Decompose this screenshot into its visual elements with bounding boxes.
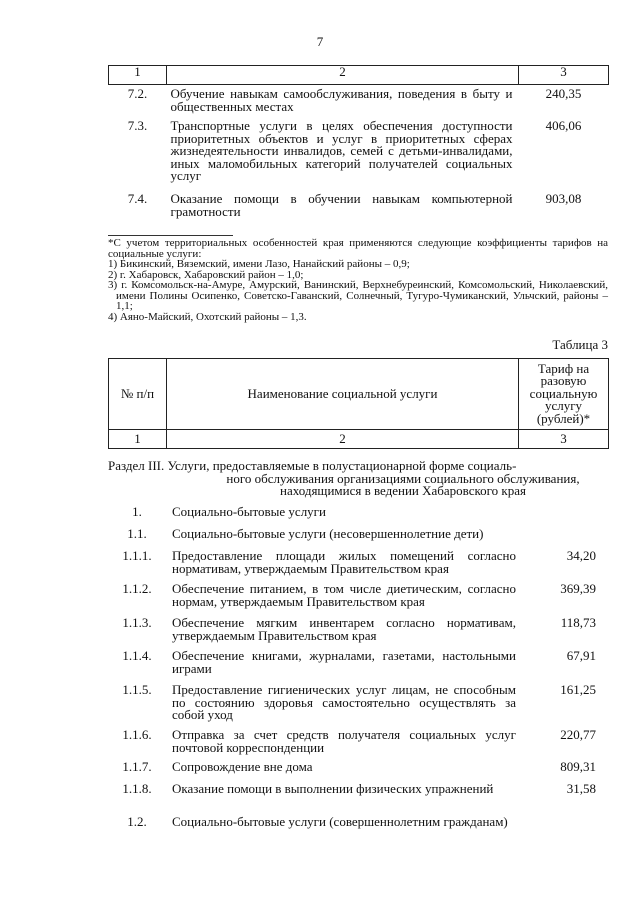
service-name: Социально-бытовые услуги (совершеннолетним гражданам) [172,814,508,829]
column-number-3: 3 [519,430,609,449]
row-number: 1.1.5. [122,682,152,697]
table-row [109,85,609,118]
footnote-item: 4) Аяно-Майский, Охотский районы – 1,3. [108,310,307,323]
column-number-2: 2 [167,66,519,85]
service-name: Сопровождение вне дома [172,759,313,774]
page-number: 7 [316,34,324,49]
service-name: Транспортные услуги в целях обеспечения доступности приоритетных объектов и услуг в приоритетных сферах жизнедеятельности инвалидов, семей с детьми-инвалидами, иных маломобильных категорий получателей социальных услуг [170,118,513,183]
service-name: Социально-бытовые услуги (несовершеннолетние дети) [172,526,484,541]
tariff-value: 220,77 [560,727,596,742]
service-name: Предоставление гигиенических услуг лицам, не способным по состоянию здоровья самостоятельно осуществлять за собой уход [172,682,516,722]
row-number: 1.1.8. [122,781,152,796]
row-number: 1.1.7. [122,759,152,774]
tariff-value: 369,39 [560,581,596,596]
row-number: 1.1.4. [122,648,152,663]
tariff-value: 34,20 [566,548,596,563]
service-name: Обеспечение мягким инвентарем согласно нормативам, утверждаемым Правительством края [172,615,516,643]
table-row [109,117,609,190]
tariff-value: 406,06 [545,118,582,133]
table-row [109,190,609,223]
column-number-3: 3 [519,66,609,85]
row-number: 1.2. [127,814,147,829]
row-number: 7.4. [127,191,148,206]
section-title-line: находящимися в ведении Хабаровского края [279,483,526,498]
footnote-item: 2) г. Хабаровск, Хабаровский район – 1,0; [108,268,304,281]
row-number: 1.1.3. [122,615,152,630]
header-service-name: Наименование социальной услуги [167,359,519,430]
section-label: Раздел III. [108,458,165,473]
service-name: Предоставление площади жилых помещений согласно нормативам, утверждаемым Правительством края [172,548,516,576]
section-heading [108,460,608,498]
tariff-value: 240,35 [545,86,582,101]
header-number: № п/п [109,359,167,430]
tariff-value: 67,91 [566,648,596,663]
service-name: Оказание помощи в выполнении физических упражнений [172,781,494,796]
column-numbers-row [109,430,609,449]
continuation-table [108,65,609,223]
service-name: Обеспечение книгами, журналами, газетами, настольными играми [172,648,516,676]
table-3-header [108,358,609,449]
tariff-value: 31,58 [566,781,596,796]
row-number: 1.1.2. [122,581,152,596]
footnote-item: 3) г. Комсомольск-на-Амуре, Амурский, Ванинский, Верхнебуреинский, Комсомольский, Николаевский, имени Полины Осипенко, Советско-Гаванский, Солнечный, Тугуро-Чумиканский, Ульчский, районы – 1,1; [108,279,608,312]
row-number: 7.2. [127,86,148,101]
row-number: 1.1. [127,526,147,541]
continuation-table-header [109,66,609,85]
section-title-part: Услуги, предоставляемые в полустационарной форме социаль- [167,458,517,473]
row-number: 1.1.1. [122,548,152,563]
footnote-intro: *С учетом территориальных особенностей края применяются следующие коэффициенты тарифов на социальные услуги: [108,237,608,260]
tariff-value: 161,25 [560,682,596,697]
column-number-1: 1 [109,66,167,85]
tariff-value: 118,73 [560,615,596,630]
section-title-line: ного обслуживания организациями социального обслуживания, [226,470,580,486]
column-number-2: 2 [167,430,519,449]
footnote-item: 1) Бикинский, Вяземский, имени Лазо, Нанайский районы – 0,9; [108,258,410,270]
footnotes [108,238,608,322]
service-name: Отправка за счет средств получателя социальных услуг почтовой корреспонденции [172,727,516,755]
table-caption: Таблица 3 [552,337,608,352]
row-number: 1. [132,504,142,519]
header-row [109,359,609,430]
row-number: 1.1.6. [122,727,152,742]
tariff-value: 903,08 [545,191,582,206]
footnote-divider [108,235,233,236]
service-name: Обучение навыкам самообслуживания, поведения в быту и общественных местах [170,86,513,114]
service-name: Социально-бытовые услуги [172,504,326,519]
service-name: Обеспечение питанием, в том числе диетическим, согласно нормам, утверждаемым Правительством края [172,581,516,609]
row-number: 7.3. [127,118,148,133]
service-name: Оказание помощи в обучении навыкам компьютерной грамотности [170,191,513,219]
tariff-value: 809,31 [560,759,596,774]
column-number-1: 1 [109,430,167,449]
header-tariff: Тариф на разовую социальную услугу (рублей)* [519,359,609,430]
